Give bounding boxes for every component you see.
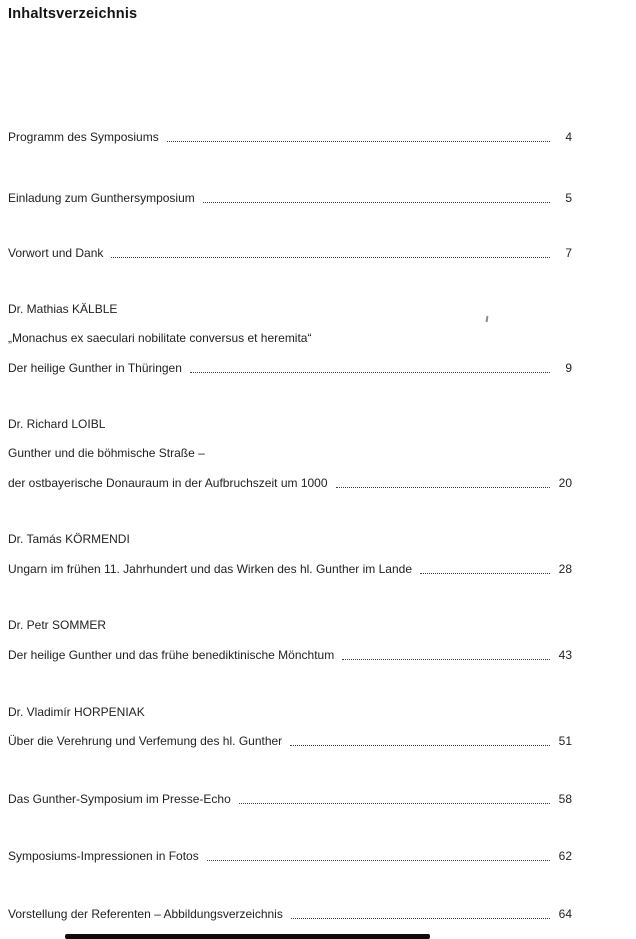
toc-entry-label: Über die Verehrung und Verfemung des hl. Gunther <box>8 734 283 748</box>
dot-leader <box>342 659 550 660</box>
toc-entry-subtitle: „Monachus ex saeculari nobilitate conversus et heremita“ <box>8 331 312 345</box>
toc-entry-author: Dr. Richard LOIBL <box>8 417 106 431</box>
toc-entry-author: Dr. Vladimír HORPENIAK <box>8 705 145 719</box>
toc-entry-label: Symposiums-Impressionen in Fotos <box>8 849 199 863</box>
toc-page-number: 43 <box>558 648 572 662</box>
dot-leader <box>239 803 550 804</box>
dot-leader <box>420 573 550 574</box>
toc-entry <box>8 129 572 145</box>
toc-page-number: 20 <box>558 476 572 490</box>
dot-leader <box>291 918 550 919</box>
toc-entry <box>8 475 572 491</box>
dot-leader <box>167 141 550 142</box>
toc-entry-author: Dr. Tamás KÖRMENDI <box>8 532 130 546</box>
toc-entry-author: Dr. Petr SOMMER <box>8 618 107 632</box>
toc-entry-label: Programm des Symposiums <box>8 130 159 144</box>
toc-entry-label: der ostbayerische Donauraum in der Aufbruchszeit um 1000 <box>8 476 328 490</box>
dot-leader <box>290 745 550 746</box>
toc-entry <box>8 190 572 206</box>
scan-speck-artifact <box>486 316 489 322</box>
toc-entry <box>8 733 572 749</box>
toc-entry <box>8 791 572 807</box>
toc-entry-subtitle: Gunther und die böhmische Straße – <box>8 446 205 460</box>
scan-edge-artifact-bar <box>65 934 430 939</box>
dot-leader <box>190 372 550 373</box>
toc-page-number: 64 <box>558 907 572 921</box>
toc-page-number: 28 <box>558 562 572 576</box>
toc-entry <box>8 245 572 261</box>
dot-leader <box>203 202 550 203</box>
toc-entry-label: Vorwort und Dank <box>8 246 104 260</box>
toc-entry <box>8 561 572 577</box>
toc-entry-label: Ungarn im frühen 11. Jahrhundert und das Wirken des hl. Gunther im Lande <box>8 562 413 576</box>
toc-entry-author: Dr. Mathias KÄLBLE <box>8 302 118 316</box>
toc-entry-label: Vorstellung der Referenten – Abbildungsverzeichnis <box>8 907 283 921</box>
toc-entry-label: Das Gunther-Symposium im Presse-Echo <box>8 792 231 806</box>
dot-leader <box>111 257 550 258</box>
toc-entry <box>8 360 572 376</box>
toc-entry-label: Der heilige Gunther und das frühe benediktinische Mönchtum <box>8 648 335 662</box>
toc-page-number: 58 <box>558 792 572 806</box>
dot-leader <box>336 487 550 488</box>
toc-page-number: 62 <box>558 849 572 863</box>
toc-page-number: 51 <box>558 734 572 748</box>
toc-page-number: 4 <box>565 130 572 144</box>
dot-leader <box>207 860 550 861</box>
toc-page-number: 9 <box>565 361 572 375</box>
toc-entry-label: Der heilige Gunther in Thüringen <box>8 361 182 375</box>
toc-entry <box>8 906 572 922</box>
toc-entry <box>8 848 572 864</box>
page-title: Inhaltsverzeichnis <box>8 6 138 22</box>
toc-page-number: 7 <box>565 246 572 260</box>
toc-page-number: 5 <box>565 191 572 205</box>
toc-entry <box>8 647 572 663</box>
toc-entry-label: Einladung zum Gunthersymposium <box>8 191 195 205</box>
